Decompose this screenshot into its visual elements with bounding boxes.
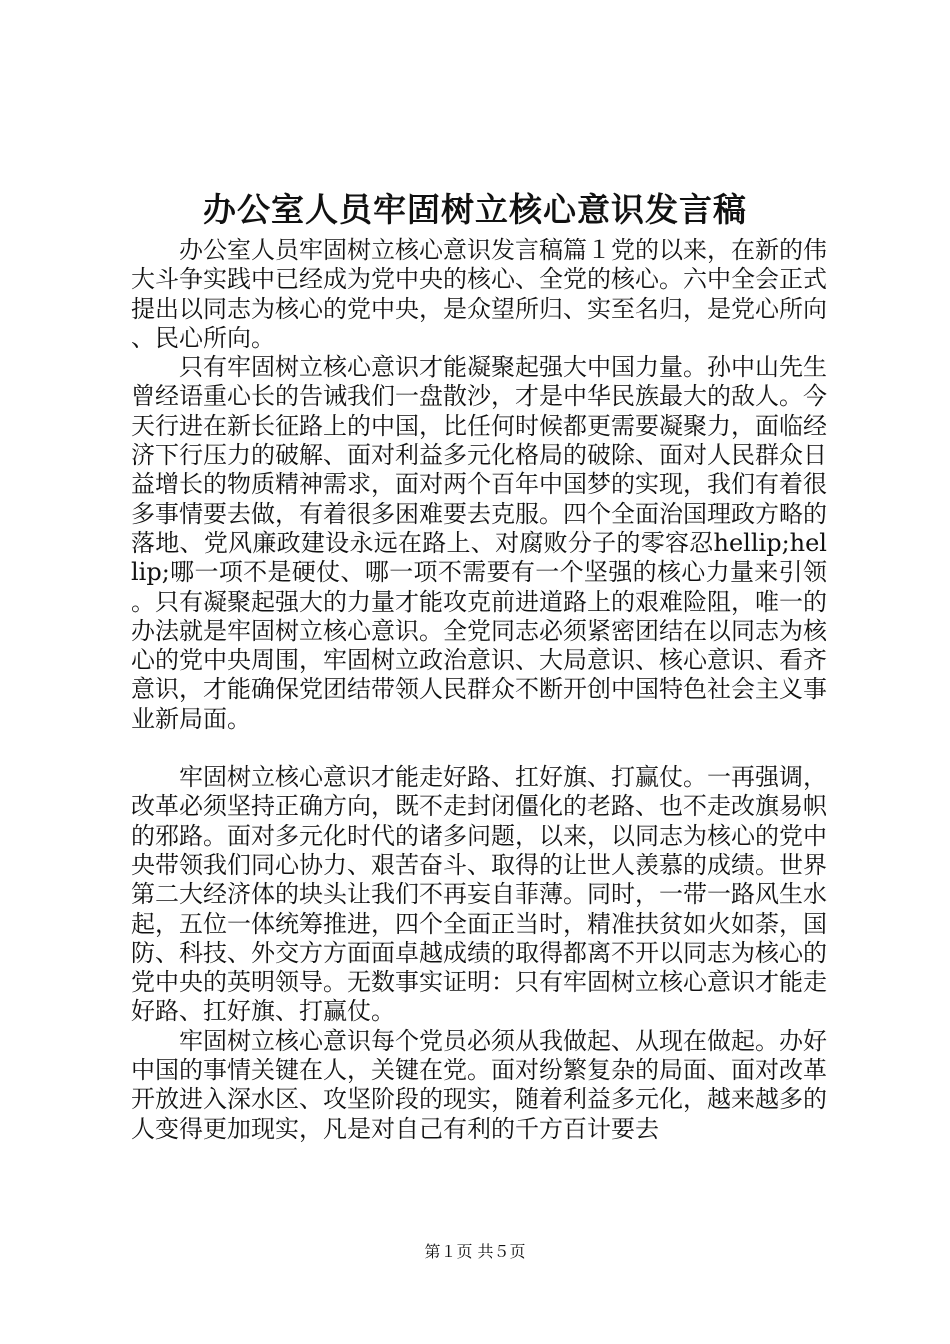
paragraph-4: 牢固树立核心意识每个党员必须从我做起、从现在做起。办好中国的事情关键在人，关键在党。面对纷繁复杂的局面、面对改革开放进入深水区、攻坚阶段的现实，随着利益多元化，越来越多的人变得更加现实，凡是对自己有利的千方百计要去 <box>131 1026 827 1143</box>
paragraph-1: 办公室人员牢固树立核心意识发言稿篇１党的以来，在新的伟大斗争实践中已经成为党中央的核心、全党的核心。六中全会正式提出以同志为核心的党中央，是众望所归、实至名归，是党心所向、民心所向。 <box>131 236 827 352</box>
document-body <box>131 236 827 1144</box>
paragraph-2: 只有牢固树立核心意识才能凝聚起强大中国力量。孙中山先生曾经语重心长的告诫我们一盘散沙，才是中华民族最大的敌人。今天行进在新长征路上的中国，比任何时候都更需要凝聚力，面临经济下行压力的破解、面对利益多元化格局的破除、面对人民群众日益增长的物质精神需求，面对两个百年中国梦的实现，我们有着很多事情要去做，有着很多困难要去克服。四个全面治国理政方略的落地、党风廉政建设永远在路上、对腐败分子的零容忍hellip;hellip;哪一项不是硬仗、哪一项不需要有一个坚强的核心力量来引领。只有凝聚起强大的力量才能攻克前进道路上的艰难险阻，唯一的办法就是牢固树立核心意识。全党同志必须紧密团结在以同志为核心的党中央周围，牢固树立政治意识、大局意识、核心意识、看齐意识，才能确保党团结带领人民群众不断开创中国特色社会主义事业新局面。 <box>131 353 827 733</box>
paragraph-3: 牢固树立核心意识才能走好路、扛好旗、打赢仗。一再强调，改革必须坚持正确方向，既不走封闭僵化的老路、也不走改旗易帜的邪路。面对多元化时代的诸多问题，以来，以同志为核心的党中央带领我们同心协力、艰苦奋斗、取得的让世人羡慕的成绩。世界第二大经济体的块头让我们不再妄自菲薄。同时，一带一路风生水起，五位一体统筹推进，四个全面正当时，精准扶贫如火如荼，国防、科技、外交方方面面卓越成绩的取得都离不开以同志为核心的党中央的英明领导。无数事实证明：只有牢固树立核心意识才能走好路、扛好旗、打赢仗。 <box>131 763 827 1026</box>
document-title: 办公室人员牢固树立核心意识发言稿 <box>203 190 747 229</box>
page-footer: 第１页 共５页 <box>424 1242 526 1261</box>
